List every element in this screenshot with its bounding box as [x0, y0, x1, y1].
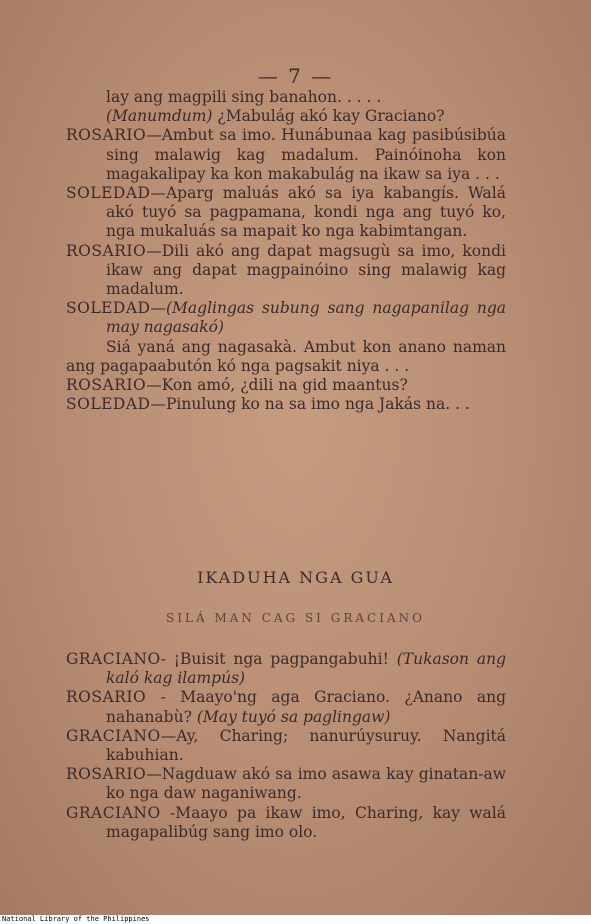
speaker-name: SOLEDAD: [66, 395, 151, 414]
dialogue-block-2: [66, 650, 506, 842]
act-heading: IKADUHA NGA GUA: [197, 568, 394, 587]
speaker-name: GRACIANO: [66, 803, 161, 822]
speaker-name: ROSARIO: [66, 688, 147, 707]
text-line: Siá yaná ang nagasakà. Ambut kon anano naman ang pagapaabutón kó nga pagsakit niya . . .: [66, 337, 506, 375]
stage-direction: (Maglingas subung sang nagapanilag nga may nagasakó): [106, 299, 506, 337]
speaker-name: GRACIANO: [66, 650, 161, 668]
stage-direction: (May tuyó sa paglingaw): [196, 707, 391, 726]
dialogue-line: ROSARIO—Ambut sa imo. Hunábunaa kag pasibúsibúa sing malawig kag madalum. Painóinoha kon magakalipay ka kon makabulág na ikaw sa iya . . .: [66, 126, 506, 183]
speaker-name: SOLEDAD: [66, 184, 151, 203]
dialogue-line: GRACIANO- ¡Buisit nga pagpangabuhi! (Tukason ang kaló kag ilampús): [66, 650, 506, 688]
speaker-name: ROSARIO: [66, 241, 147, 260]
text-line: lay ang magpili sing banahon. . . . .: [106, 88, 382, 106]
speaker-name: ROSARIO: [66, 765, 147, 784]
scene-heading: SILÁ MAN CAG SI GRACIANO: [166, 611, 425, 625]
dialogue-line: ROSARIO—Nagduaw akó sa imo asawa kay ginatan-aw ko nga daw naganiwang.: [66, 765, 506, 803]
dialogue-line: GRACIANO—Ay, Charing; nanurúysuruy. Nangitá kabuhian.: [66, 726, 506, 765]
speaker-name: GRACIANO: [66, 726, 161, 745]
dialogue-line: GRACIANO -Maayo pa ikaw imo, Charing, kay walá magapalibúg sang imo olo.: [66, 803, 506, 841]
dialogue-line: SOLEDAD—Pinulung ko na sa imo nga Jakás na. . .: [66, 395, 470, 414]
dialogue-line: SOLEDAD—(Maglingas subung sang nagapanilag nga may nagasakó): [66, 299, 506, 337]
stage-direction: (Tukason ang kaló kag ilampús): [106, 650, 506, 688]
text-line: (Manumdum) ¿Mabulág akó kay Graciano?: [106, 107, 445, 126]
dialogue-line: ROSARIO - Maayo'ng aga Graciano. ¿Anano ang nahanabù? (May tuyó sa paglingaw): [66, 688, 506, 726]
speaker-name: ROSARIO: [66, 126, 147, 145]
dialogue-line: ROSARIO—Kon amó, ¿dili na gid maantus?: [66, 376, 408, 395]
library-footer: National Library of the Philippines: [0, 915, 591, 924]
stage-direction: (Manumdum): [106, 107, 213, 126]
speaker-name: SOLEDAD: [66, 299, 151, 318]
dialogue-line: ROSARIO—Dili akó ang dapat magsugù sa imo, kondi ikaw ang dapat magpainóino sing malawig kag madalum.: [66, 241, 506, 299]
dialogue-line: SOLEDAD—Aparg maluás akó sa iya kabangís. Walá akó tuyó sa pagpamana, kondi nga ang tuyó ko, nga mukaluás sa mapait ko nga kabimtangan.: [66, 184, 506, 241]
page-number: — 7 —: [257, 64, 334, 88]
speaker-name: ROSARIO: [66, 376, 147, 395]
dialogue-block-1: [66, 88, 506, 414]
